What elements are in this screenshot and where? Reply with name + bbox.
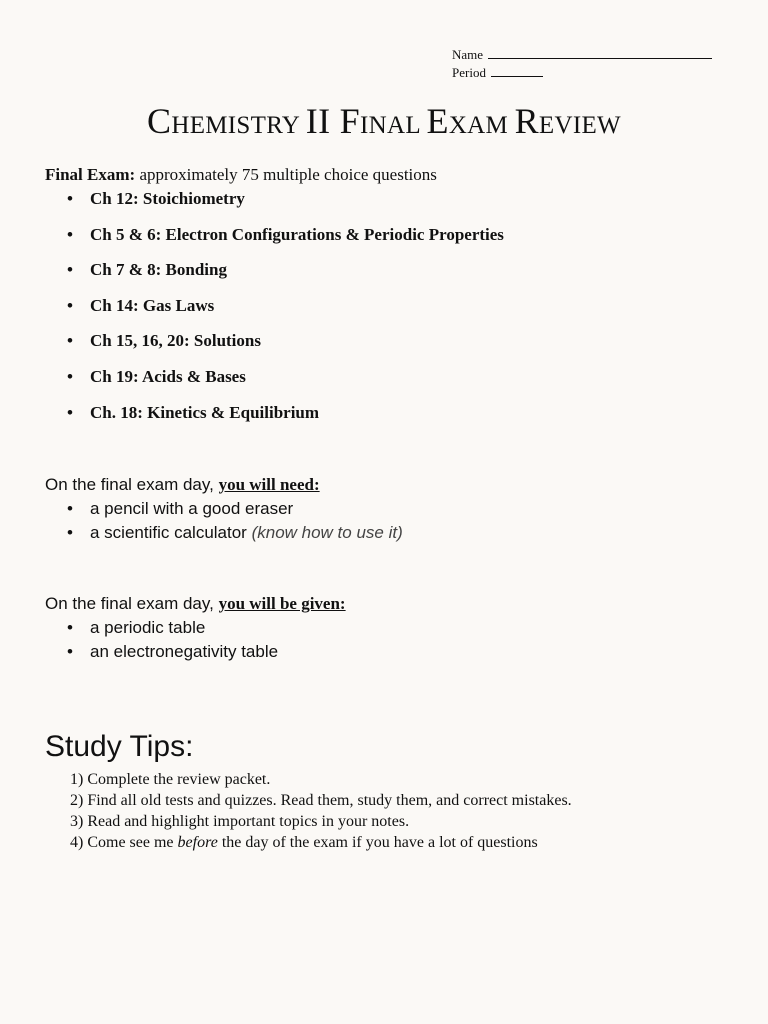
chapter-item: • Ch 5 & 6: Electron Configurations & Periodic Properties — [45, 224, 504, 260]
given-list — [45, 616, 278, 663]
given-lead: On the final exam day, — [45, 594, 219, 613]
need-item-text: a scientific calculator — [90, 522, 252, 542]
need-lead: On the final exam day, — [45, 475, 219, 494]
intro-text: approximately 75 multiple choice questions — [135, 165, 437, 184]
tip-part: 4) Come see me — [70, 834, 178, 851]
need-item-text: a pencil with a good eraser — [90, 499, 294, 518]
given-item: • a periodic table — [45, 616, 278, 640]
title-part: INAL — [359, 112, 427, 139]
tip-emphasis: before — [177, 834, 218, 851]
title-part: F — [330, 101, 360, 141]
given-heading — [45, 593, 346, 615]
need-item — [45, 521, 403, 545]
chapter-item: • Ch 12: Stoichiometry — [45, 188, 504, 224]
chapter-item: • Ch 14: Gas Laws — [45, 295, 504, 331]
title-part: XAM — [448, 112, 515, 139]
name-blank[interactable] — [488, 46, 712, 59]
tip-part: the day of the exam if you have a lot of questions — [217, 834, 538, 851]
page-title — [0, 100, 768, 142]
need-emph: you will need: — [218, 475, 320, 494]
period-blank[interactable] — [491, 64, 543, 77]
need-item-note: (know how to use it) — [251, 522, 403, 542]
title-part: C — [147, 101, 172, 141]
study-tips-heading: Study Tips: — [45, 730, 194, 763]
need-item — [45, 497, 403, 521]
given-emph: you will be given: — [218, 594, 346, 613]
chapter-item: • Ch 7 & 8: Bonding — [45, 259, 504, 295]
chapter-item: • Ch 15, 16, 20: Solutions — [45, 330, 504, 366]
tip-item: 1) Complete the review packet. — [70, 771, 271, 788]
title-part: E — [426, 101, 449, 141]
intro-label: Final Exam: — [45, 165, 136, 184]
title-part: EVIEW — [538, 112, 621, 139]
name-row — [452, 46, 712, 64]
tip-item: 2) Find all old tests and quizzes. Read them, study them, and correct mistakes. — [70, 792, 572, 809]
given-item: • an electronegativity table — [45, 640, 278, 664]
name-label: Name — [452, 47, 484, 62]
tip-item: 3) Read and highlight important topics in your notes. — [70, 813, 410, 830]
chapter-list — [45, 188, 504, 437]
chapter-item: • Ch. 18: Kinetics & Equilibrium — [45, 402, 504, 438]
exam-intro — [45, 164, 437, 186]
title-part: HEMISTRY — [171, 112, 306, 139]
title-part: R — [514, 101, 539, 141]
name-period-block — [452, 46, 712, 82]
period-row — [452, 64, 712, 82]
need-list — [45, 497, 403, 544]
period-label: Period — [452, 65, 486, 80]
tip-item — [70, 832, 572, 853]
title-part: II — [305, 101, 331, 141]
need-heading — [45, 474, 320, 496]
study-tips-list — [70, 769, 572, 853]
chapter-item: • Ch 19: Acids & Bases — [45, 366, 504, 402]
